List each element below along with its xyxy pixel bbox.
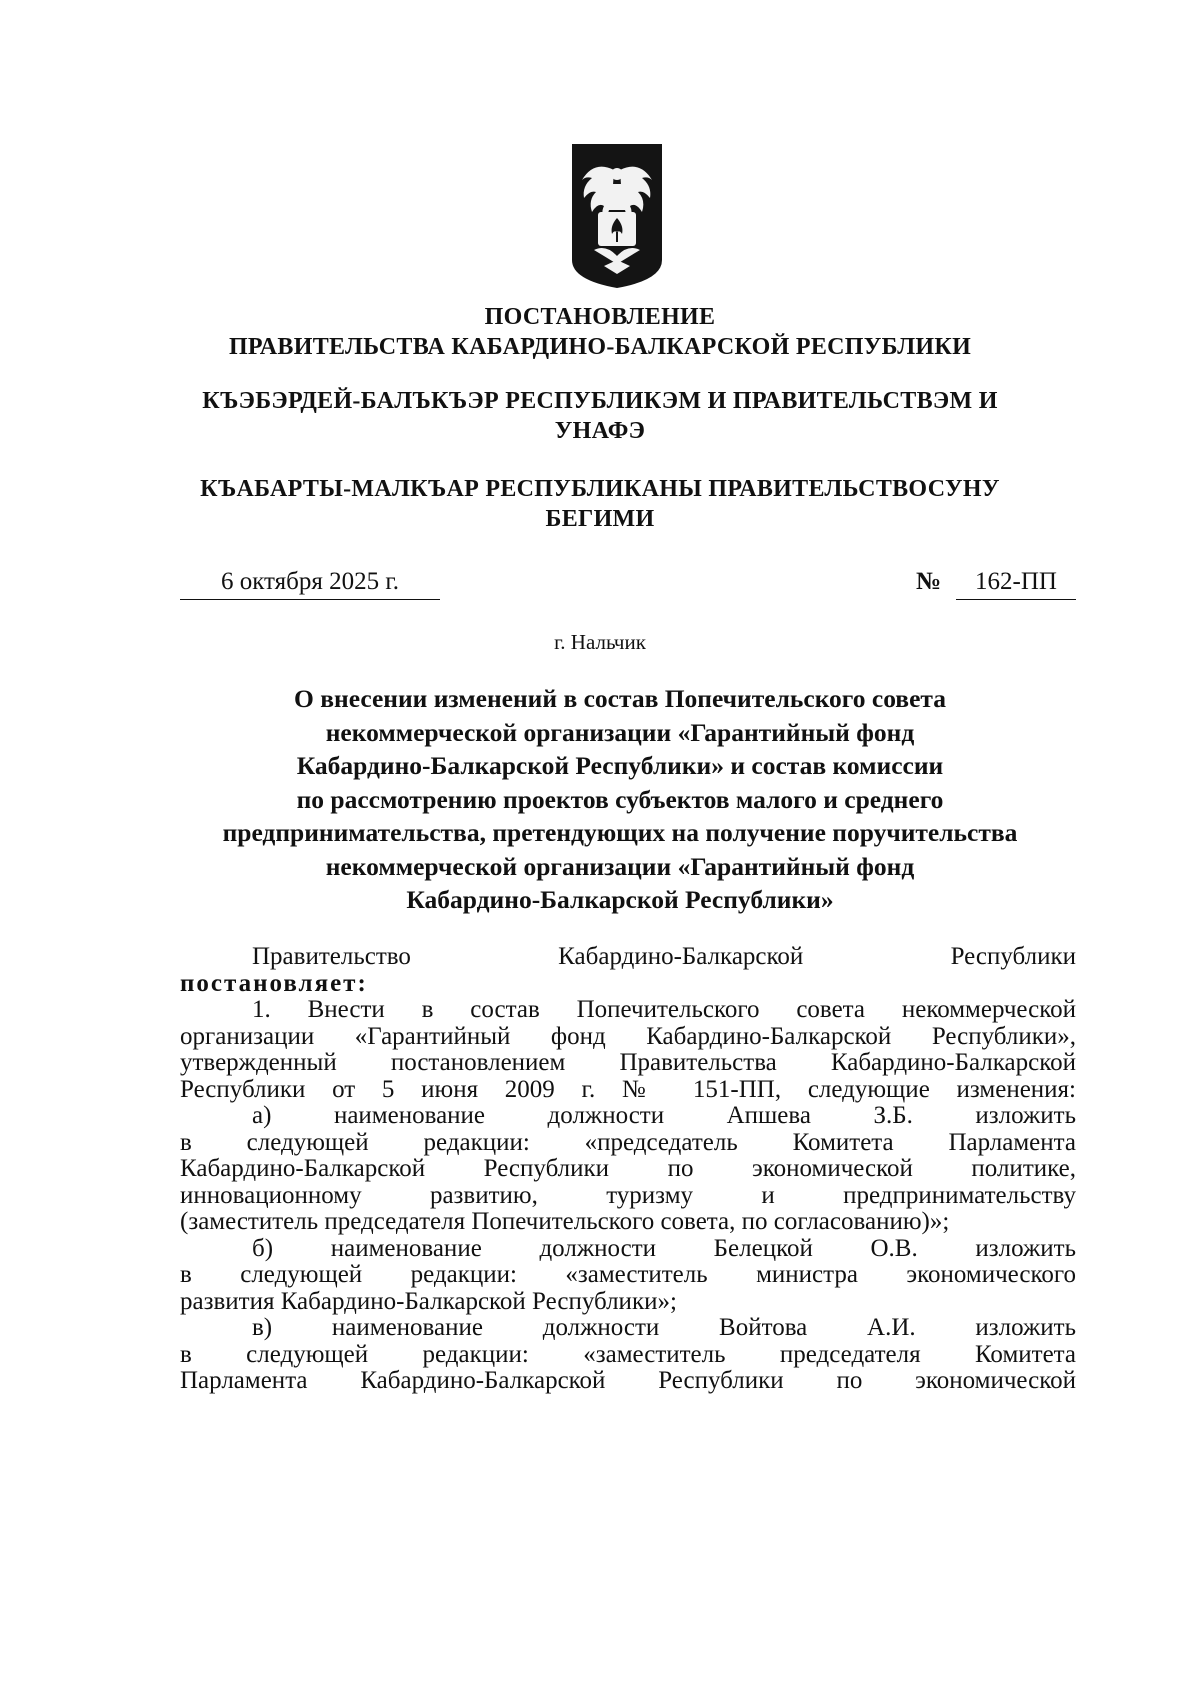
header-balkar-line1: КЪАБАРТЫ-МАЛКЪАР РЕСПУБЛИКАНЫ ПРАВИТЕЛЬСТВОСУНУ [200,476,1000,502]
title-line: некоммерческой организации «Гарантийный фонд [325,851,915,881]
body-line: в следующей редакции: «заместитель министра экономического [180,1261,1076,1288]
title-line: предпринимательства, претендующих на получение поручительства [222,818,1018,847]
document-body [180,944,1076,1395]
document-title [160,682,1080,917]
body-line: Республики от 5 июня 2009 г. № 151-ПП, следующие изменения: [180,1075,1076,1103]
document-number: 162-ПП [956,568,1076,600]
header-kabardian [150,386,1050,446]
document-number-block [916,568,1076,602]
coat-of-arms-emblem [564,140,670,290]
city: г. Нальчик [554,630,646,654]
body-line: в следующей редакции: «председатель Комитета Парламента [180,1128,1076,1156]
eagle-emblem-icon [564,140,670,290]
header-government: ПРАВИТЕЛЬСТВА КАБАРДИНО-БАЛКАРСКОЙ РЕСПУБЛИКИ [228,334,972,360]
body-line: Парламента Кабардино-Балкарской Республики по экономической [180,1367,1076,1394]
body-line: 1. Внести в состав Попечительского совета некоммерческой [252,996,1076,1023]
title-line: по рассмотрению проектов субъектов малого и среднего [296,784,944,814]
title-line: Кабардино-Балкарской Республики» и состав комиссии [296,751,944,780]
date-number-line [180,568,1076,604]
body-line: (заместитель председателя Попечительского совета, по согласованию)»; [180,1208,950,1235]
body-line: Правительство Кабардино-Балкарской Республики [252,943,1076,970]
body-line: а) наименование должности Апшева З.Б. изложить [252,1102,1076,1129]
body-decree-word: постановляет: [180,969,368,997]
title-line: некоммерческой организации «Гарантийный фонд [325,717,915,747]
body-line: б) наименование должности Белецкой О.В. изложить [252,1234,1076,1262]
body-line: утвержденный постановлением Правительства Кабардино-Балкарской [180,1049,1076,1076]
header-title: ПОСТАНОВЛЕНИЕ [484,304,716,330]
body-line: Кабардино-Балкарской Республики по экономической политике, [180,1155,1076,1182]
body-line: в следующей редакции: «заместитель председателя Комитета [180,1340,1076,1368]
body-line: инновационному развитию, туризму и предпринимательству [180,1181,1076,1209]
body-line: в) наименование должности Войтова А.И. изложить [252,1314,1076,1341]
header-balkar [150,474,1050,534]
title-line: О внесении изменений в состав Попечительского совета [294,684,946,713]
body-line: развития Кабардино-Балкарской Республики»; [180,1287,677,1315]
resolution-header [150,302,1050,362]
header-kabardian-line2: УНАФЭ [554,418,646,444]
title-line: Кабардино-Балкарской Республики» [406,885,834,914]
document-date: 6 октября 2025 г. [180,568,440,600]
number-sign: № [916,568,942,595]
header-kabardian-line1: КЪЭБЭРДЕЙ-БАЛЪКЪЭР РЕСПУБЛИКЭМ И ПРАВИТЕЛЬСТВЭМ И [202,388,998,414]
header-balkar-line2: БЕГИМИ [545,506,655,532]
body-line: организации «Гарантийный фонд Кабардино-Балкарской Республики», [180,1022,1076,1050]
